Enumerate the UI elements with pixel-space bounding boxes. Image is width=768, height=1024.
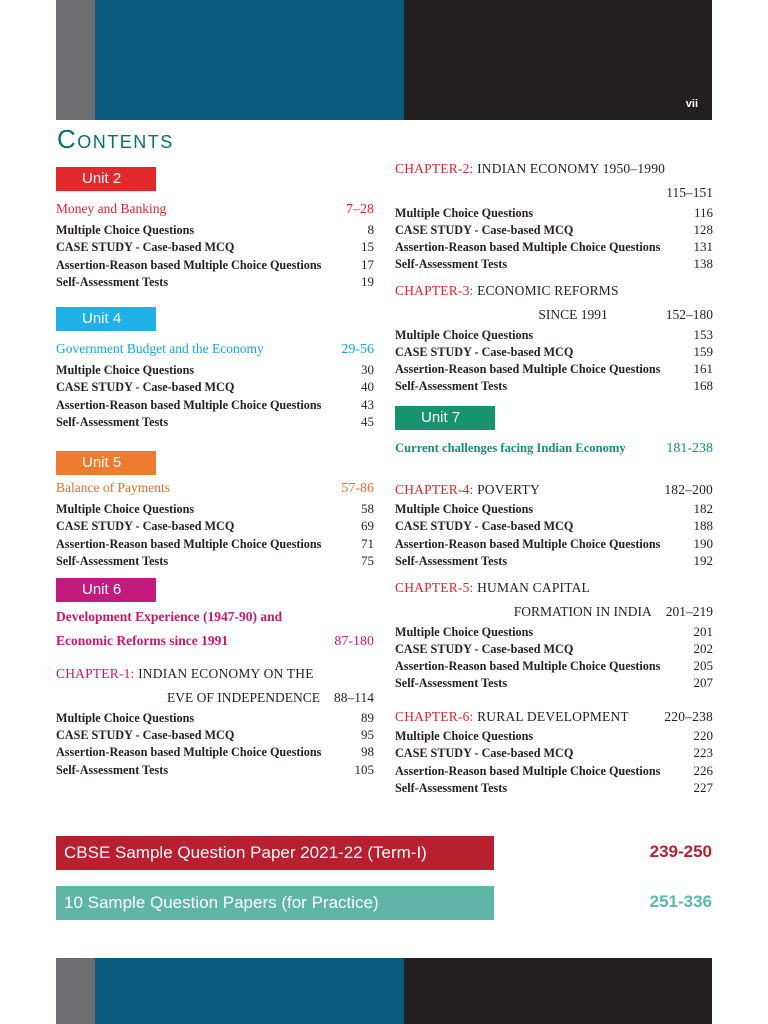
item-page: 226 xyxy=(693,763,713,778)
list-item[interactable] xyxy=(395,641,713,657)
item-label: Assertion-Reason based Multiple Choice Questions xyxy=(56,258,322,272)
chapter-5-heading[interactable] xyxy=(395,580,713,596)
item-label: CASE STUDY - Case-based MCQ xyxy=(395,519,574,533)
item-page: 17 xyxy=(361,257,374,272)
item-label: Assertion-Reason based Multiple Choice Questions xyxy=(395,659,661,673)
cbse-sample-paper-pages: 239-250 xyxy=(649,842,712,861)
chapter-3-subheading xyxy=(538,307,713,323)
item-page: 192 xyxy=(693,553,713,568)
unit-2-badge-label: Unit 2 xyxy=(82,170,122,187)
unit-5-heading-title: Balance of Payments xyxy=(56,480,170,495)
list-item[interactable] xyxy=(395,239,713,255)
item-page: 43 xyxy=(361,397,374,412)
header-band-blue xyxy=(95,0,404,120)
item-label: Assertion-Reason based Multiple Choice Questions xyxy=(395,240,661,254)
item-label: CASE STUDY - Case-based MCQ xyxy=(56,728,235,742)
list-item[interactable] xyxy=(395,536,713,552)
item-label: CASE STUDY - Case-based MCQ xyxy=(395,642,574,656)
list-item[interactable] xyxy=(395,675,713,691)
unit-4-heading[interactable] xyxy=(56,341,374,358)
unit-5-badge xyxy=(56,451,156,475)
list-item[interactable] xyxy=(56,379,374,395)
footer-band-gray xyxy=(56,958,95,1024)
item-page: 159 xyxy=(693,344,713,359)
list-item[interactable] xyxy=(56,257,374,273)
list-item[interactable] xyxy=(56,239,374,255)
unit-5-heading[interactable] xyxy=(56,480,374,497)
item-page: 188 xyxy=(693,518,713,533)
chapter-5-title-1: HUMAN CAPITAL xyxy=(477,580,590,595)
page-title: Contents xyxy=(57,124,174,154)
unit-4-badge xyxy=(56,307,156,331)
unit-6-heading-title-1: Development Experience (1947-90) and xyxy=(56,609,283,624)
footer-band-blue xyxy=(95,958,404,1024)
chapter-3-pages: 152–180 xyxy=(665,307,713,322)
item-page: 105 xyxy=(354,762,374,777)
list-item[interactable] xyxy=(395,518,713,534)
list-item[interactable] xyxy=(56,518,374,534)
header-band-dark xyxy=(404,0,712,120)
list-item[interactable] xyxy=(395,763,713,779)
item-page: 202 xyxy=(693,641,713,656)
footer-band-dark xyxy=(404,958,712,1024)
item-label: Assertion-Reason based Multiple Choice Questions xyxy=(56,537,322,551)
chapter-1-title-1: INDIAN ECONOMY ON THE xyxy=(138,666,314,681)
item-page: 182 xyxy=(693,501,713,516)
chapter-3-label: CHAPTER-3: xyxy=(395,283,474,298)
unit-7-heading-pages: 181-238 xyxy=(666,441,713,456)
chapter-5-pages: 201–219 xyxy=(665,604,713,619)
item-page: 168 xyxy=(693,378,713,393)
list-item[interactable] xyxy=(56,362,374,378)
chapter-5-label: CHAPTER-5: xyxy=(395,580,474,595)
item-label: Self-Assessment Tests xyxy=(56,275,169,289)
item-label: Self-Assessment Tests xyxy=(395,676,508,690)
item-page: 205 xyxy=(693,658,713,673)
chapter-6-label: CHAPTER-6: xyxy=(395,709,474,724)
unit-2-heading-pages: 7–28 xyxy=(346,202,374,217)
unit-6-badge-label: Unit 6 xyxy=(82,581,122,598)
list-item[interactable] xyxy=(395,658,713,674)
unit-6-heading-title-2: Economic Reforms since 1991 xyxy=(56,633,229,648)
item-page: 75 xyxy=(361,553,374,568)
item-page: 40 xyxy=(361,379,374,394)
practice-papers-pages: 251-336 xyxy=(649,892,712,911)
unit-5-badge-label: Unit 5 xyxy=(82,454,122,471)
item-page: 69 xyxy=(361,518,374,533)
chapter-2-label: CHAPTER-2: xyxy=(395,161,474,176)
list-item[interactable] xyxy=(395,728,713,744)
list-item[interactable] xyxy=(56,274,374,290)
item-label: CASE STUDY - Case-based MCQ xyxy=(56,240,235,254)
unit-6-badge xyxy=(56,578,156,602)
item-page: 131 xyxy=(693,239,713,254)
item-label: CASE STUDY - Case-based MCQ xyxy=(395,345,574,359)
item-label: Self-Assessment Tests xyxy=(56,415,169,429)
item-page: 95 xyxy=(361,727,374,742)
chapter-5-title-2: FORMATION IN INDIA xyxy=(513,604,652,619)
chapter-4-pages: 182–200 xyxy=(664,482,713,497)
unit-7-badge-label: Unit 7 xyxy=(421,409,461,426)
list-item[interactable] xyxy=(395,745,713,761)
list-item[interactable] xyxy=(395,222,713,238)
list-item[interactable] xyxy=(395,553,713,569)
unit-4-badge-label: Unit 4 xyxy=(82,310,122,327)
item-page: 45 xyxy=(361,414,374,429)
item-label: Multiple Choice Questions xyxy=(395,625,534,639)
item-page: 138 xyxy=(693,256,713,271)
item-label: Multiple Choice Questions xyxy=(56,223,195,237)
item-label: CASE STUDY - Case-based MCQ xyxy=(395,746,574,760)
chapter-3-heading[interactable] xyxy=(395,283,713,299)
list-item[interactable] xyxy=(56,536,374,552)
cbse-sample-paper-bar[interactable] xyxy=(56,836,494,870)
item-page: 30 xyxy=(361,362,374,377)
cbse-sample-paper-label: CBSE Sample Question Paper 2021-22 (Term-I) xyxy=(64,843,427,862)
item-label: Self-Assessment Tests xyxy=(395,379,508,393)
list-item[interactable] xyxy=(56,501,374,517)
item-page: 190 xyxy=(693,536,713,551)
item-page: 58 xyxy=(361,501,374,516)
chapter-3-title-1: ECONOMIC REFORMS xyxy=(477,283,619,298)
item-label: Assertion-Reason based Multiple Choice Questions xyxy=(56,745,322,759)
unit-6-heading-line2[interactable] xyxy=(56,633,374,650)
chapter-1-heading[interactable] xyxy=(56,666,374,682)
chapter-4-label: CHAPTER-4: xyxy=(395,482,474,497)
unit-4-heading-pages: 29-56 xyxy=(341,342,374,357)
chapter-2-subheading xyxy=(666,185,713,201)
list-item[interactable] xyxy=(56,710,374,726)
item-label: Self-Assessment Tests xyxy=(395,257,508,271)
item-label: Multiple Choice Questions xyxy=(56,711,195,725)
chapter-4-title: POVERTY xyxy=(477,482,540,497)
item-page: 98 xyxy=(361,744,374,759)
list-item[interactable] xyxy=(56,397,374,413)
item-label: Assertion-Reason based Multiple Choice Questions xyxy=(395,764,661,778)
chapter-4-heading[interactable] xyxy=(395,482,713,498)
list-item[interactable] xyxy=(56,414,374,430)
item-page: 128 xyxy=(693,222,713,237)
item-page: 223 xyxy=(693,745,713,760)
chapter-1-label: CHAPTER-1: xyxy=(56,666,135,681)
chapter-2-title: INDIAN ECONOMY 1950–1990 xyxy=(477,161,666,176)
unit-6-heading-line1[interactable] xyxy=(56,609,374,625)
chapter-6-heading[interactable] xyxy=(395,709,713,725)
unit-7-heading[interactable] xyxy=(395,441,713,457)
unit-5-heading-pages: 57-86 xyxy=(341,481,374,496)
item-page: 116 xyxy=(693,205,713,220)
list-item[interactable] xyxy=(56,762,374,778)
chapter-2-pages: 115–151 xyxy=(666,185,713,200)
item-label: Self-Assessment Tests xyxy=(395,554,508,568)
list-item[interactable] xyxy=(56,553,374,569)
item-page: 227 xyxy=(693,780,713,795)
chapter-1-subheading xyxy=(167,690,374,706)
chapter-3-title-2: SINCE 1991 xyxy=(538,307,608,322)
list-item[interactable] xyxy=(395,327,713,343)
item-label: Multiple Choice Questions xyxy=(395,502,534,516)
item-label: Multiple Choice Questions xyxy=(56,363,195,377)
list-item[interactable] xyxy=(395,205,713,221)
item-page: 207 xyxy=(693,675,713,690)
header-band-gray xyxy=(56,0,95,120)
list-item[interactable] xyxy=(395,624,713,640)
item-page: 153 xyxy=(693,327,713,342)
item-label: Multiple Choice Questions xyxy=(395,206,534,220)
practice-papers-label: 10 Sample Question Papers (for Practice) xyxy=(64,893,379,912)
item-page: 201 xyxy=(693,624,713,639)
footer-band xyxy=(56,958,712,1024)
list-item[interactable] xyxy=(56,727,374,743)
item-page: 220 xyxy=(693,728,713,743)
item-label: CASE STUDY - Case-based MCQ xyxy=(395,223,574,237)
item-page: 8 xyxy=(367,222,374,237)
list-item[interactable] xyxy=(395,344,713,360)
list-item[interactable] xyxy=(395,256,713,272)
item-page: 89 xyxy=(361,710,374,725)
unit-7-heading-title: Current challenges facing Indian Economy xyxy=(395,441,626,455)
item-page: 15 xyxy=(361,239,374,254)
header-band xyxy=(56,0,712,120)
unit-7-badge xyxy=(395,406,495,430)
item-label: CASE STUDY - Case-based MCQ xyxy=(56,519,235,533)
list-item[interactable] xyxy=(395,501,713,517)
item-label: Self-Assessment Tests xyxy=(56,554,169,568)
item-label: Assertion-Reason based Multiple Choice Questions xyxy=(56,398,322,412)
item-page: 19 xyxy=(361,274,374,289)
unit-4-heading-title: Government Budget and the Economy xyxy=(56,341,264,356)
chapter-6-title: RURAL DEVELOPMENT xyxy=(477,709,629,724)
unit-2-heading[interactable] xyxy=(56,201,374,218)
item-page: 71 xyxy=(361,536,374,551)
chapter-5-subheading xyxy=(514,604,713,620)
list-item[interactable] xyxy=(395,361,713,377)
unit-2-heading-title: Money and Banking xyxy=(56,201,167,216)
list-item[interactable] xyxy=(395,378,713,394)
item-page: 161 xyxy=(693,361,713,376)
item-label: Self-Assessment Tests xyxy=(56,763,169,777)
list-item[interactable] xyxy=(395,780,713,796)
page-number: vii xyxy=(685,98,698,110)
item-label: Multiple Choice Questions xyxy=(56,502,195,516)
practice-papers-bar[interactable] xyxy=(56,886,494,920)
list-item[interactable] xyxy=(56,222,374,238)
chapter-6-pages: 220–238 xyxy=(664,709,713,724)
chapter-1-pages: 88–114 xyxy=(334,690,374,705)
item-label: Multiple Choice Questions xyxy=(395,729,534,743)
item-label: Multiple Choice Questions xyxy=(395,328,534,342)
list-item[interactable] xyxy=(56,744,374,760)
item-label: Assertion-Reason based Multiple Choice Questions xyxy=(395,362,661,376)
chapter-2-heading[interactable] xyxy=(395,161,713,177)
item-label: Self-Assessment Tests xyxy=(395,781,508,795)
unit-6-heading-pages: 87-180 xyxy=(334,634,374,649)
unit-2-badge xyxy=(56,167,156,191)
item-label: CASE STUDY - Case-based MCQ xyxy=(56,380,235,394)
chapter-1-title-2: EVE OF INDEPENDENCE xyxy=(167,690,320,705)
item-label: Assertion-Reason based Multiple Choice Questions xyxy=(395,537,661,551)
